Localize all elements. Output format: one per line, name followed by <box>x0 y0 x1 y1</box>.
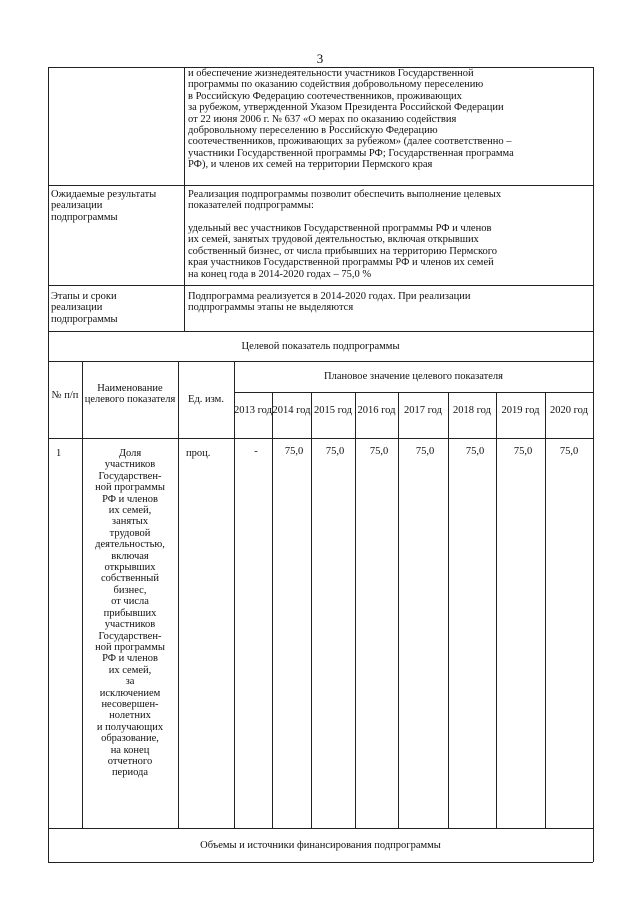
header-year-2020: 2020 год <box>550 405 588 416</box>
planned-header-divider <box>234 392 593 393</box>
target-section-title: Целевой показатель подпрограммы <box>241 341 400 352</box>
value-2020: 75,0 <box>559 446 579 457</box>
indicator-unit: проц. <box>186 448 211 459</box>
expected-results-text-2: удельный вес участников Государственной программы РФ и членов их семей, занятых трудовой деятельностью, включая открывших собственный бизнес, от числа прибывших на территорию Пермского края участников Государственной программы РФ и членов их семей на конец года в 2014-2020 годах – 75,0 % <box>188 223 498 280</box>
table-header-bottom <box>48 438 593 439</box>
table-bottom-border <box>48 862 593 863</box>
label-column-divider <box>184 67 185 331</box>
header-year-2015: 2015 год <box>314 405 352 416</box>
header-year-2014: 2014 год <box>272 405 311 416</box>
row-divider <box>48 361 593 362</box>
header-planned: Плановое значение целевого показателя <box>324 371 503 382</box>
row-divider <box>48 185 593 186</box>
header-num: № п/п <box>51 390 79 401</box>
column-divider <box>178 361 179 828</box>
value-2014: 75,0 <box>284 446 304 457</box>
table-right-border <box>593 67 594 862</box>
header-year-2019: 2019 год <box>501 405 540 416</box>
row-divider <box>48 828 593 829</box>
column-divider <box>234 361 235 828</box>
stages-label: Этапы и сроки реализации подпрограммы <box>51 291 118 325</box>
indicator-name: Доля участников Государствен- ной программы РФ и членов их семей, занятых трудовой деятельностью, включая открывших собственный бизнес, от числа прибывших участников Государствен- ной программы РФ и членов их семей, за исключением несовершен- нолетних и получающих образование, на конец отчетного периода <box>95 448 165 779</box>
row-divider <box>48 331 593 332</box>
value-2015: 75,0 <box>325 446 345 457</box>
value-2019: 75,0 <box>513 446 533 457</box>
funding-section-title: Объемы и источники финансирования подпрограммы <box>200 840 441 851</box>
value-2018: 75,0 <box>465 446 485 457</box>
header-year-2018: 2018 год <box>453 405 491 416</box>
value-2017: 75,0 <box>415 446 435 457</box>
expected-results-text-1: Реализация подпрограммы позволит обеспечить выполнение целевых показателей подпрограммы: <box>188 189 502 212</box>
indicator-num: 1 <box>56 448 62 459</box>
page-number: 3 <box>316 51 324 66</box>
header-unit: Ед. изм. <box>188 394 224 405</box>
header-year-2013: 2013 год <box>234 405 272 416</box>
continuation-text: и обеспечение жизнедеятельности участников Государственной программы по оказанию содействия добровольному переселению в Российскую Федерацию соотечественников, проживающих за рубежом, утвержденной Указом Президента Российской Федерации от 22 июня 2006 г. № 637 «О мерах по оказанию содействия добровольному переселению в Российскую Федерацию соотечественников, проживающих за рубежом» (далее соответственно – участники Государственной программы РФ; Государственная программа РФ), и членов их семей на территории Пермского края <box>188 68 514 171</box>
value-2016: 75,0 <box>369 446 389 457</box>
stages-text: Подпрограмма реализуется в 2014-2020 годах. При реализации подпрограммы этапы не выделяются <box>188 291 471 314</box>
expected-results-label: Ожидаемые результаты реализации подпрограммы <box>51 189 157 223</box>
row-divider <box>48 285 593 286</box>
table-left-border <box>48 67 49 862</box>
value-2013: - <box>254 446 258 457</box>
header-year-2017: 2017 год <box>404 405 442 416</box>
header-name: Наименование целевого показателя <box>84 383 176 406</box>
header-year-2016: 2016 год <box>357 405 396 416</box>
